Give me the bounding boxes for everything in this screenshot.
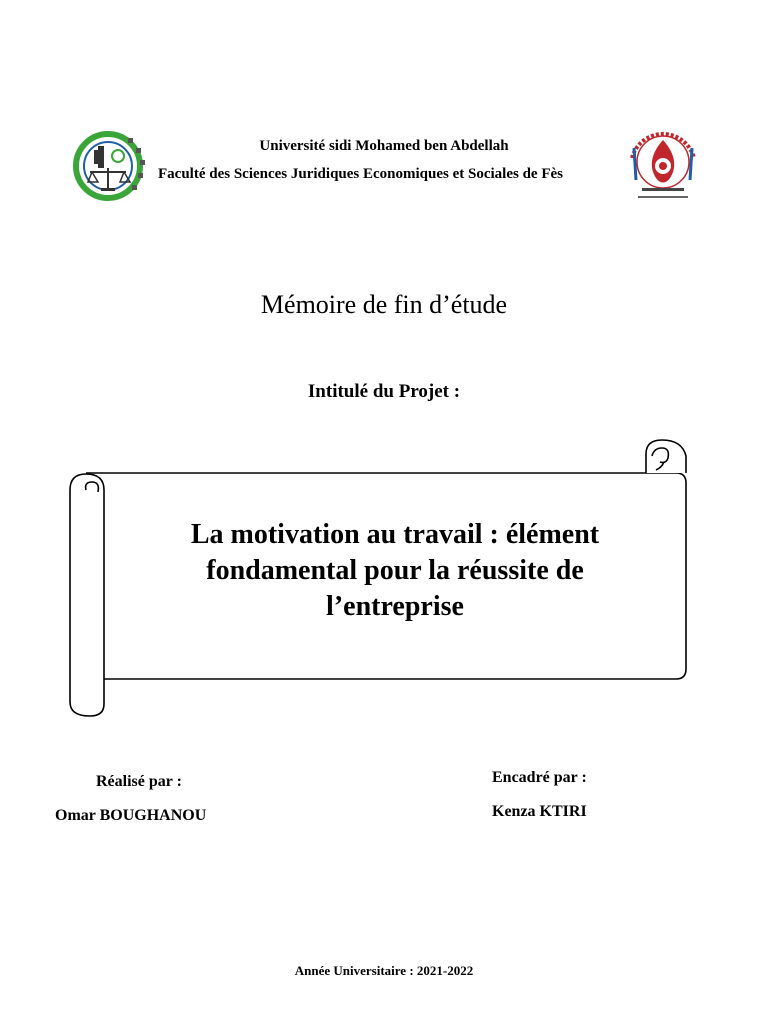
- university-seal-icon: [622, 118, 704, 210]
- document-type: Mémoire de fin d’étude: [260, 290, 508, 319]
- encadre-label: Encadré par :: [492, 769, 587, 786]
- title-line: La motivation au travail : élément: [190, 519, 600, 550]
- title-line: fondamental pour la réussite de: [206, 555, 584, 586]
- faculty-name: Faculté des Sciences Juridiques Economiques et Sociales de Fès: [158, 166, 563, 182]
- supervisor-name: Kenza KTIRI: [492, 803, 587, 820]
- university-name: Université sidi Mohamed ben Abdellah: [259, 138, 509, 154]
- project-label: Intitulé du Projet :: [307, 381, 461, 402]
- title-line: l’entreprise: [326, 591, 464, 622]
- author-name: Omar BOUGHANOU: [55, 807, 207, 824]
- academic-year: Année Universitaire : 2021-2022: [294, 963, 474, 978]
- realise-label: Réalisé par :: [96, 773, 182, 790]
- project-title: [120, 517, 670, 625]
